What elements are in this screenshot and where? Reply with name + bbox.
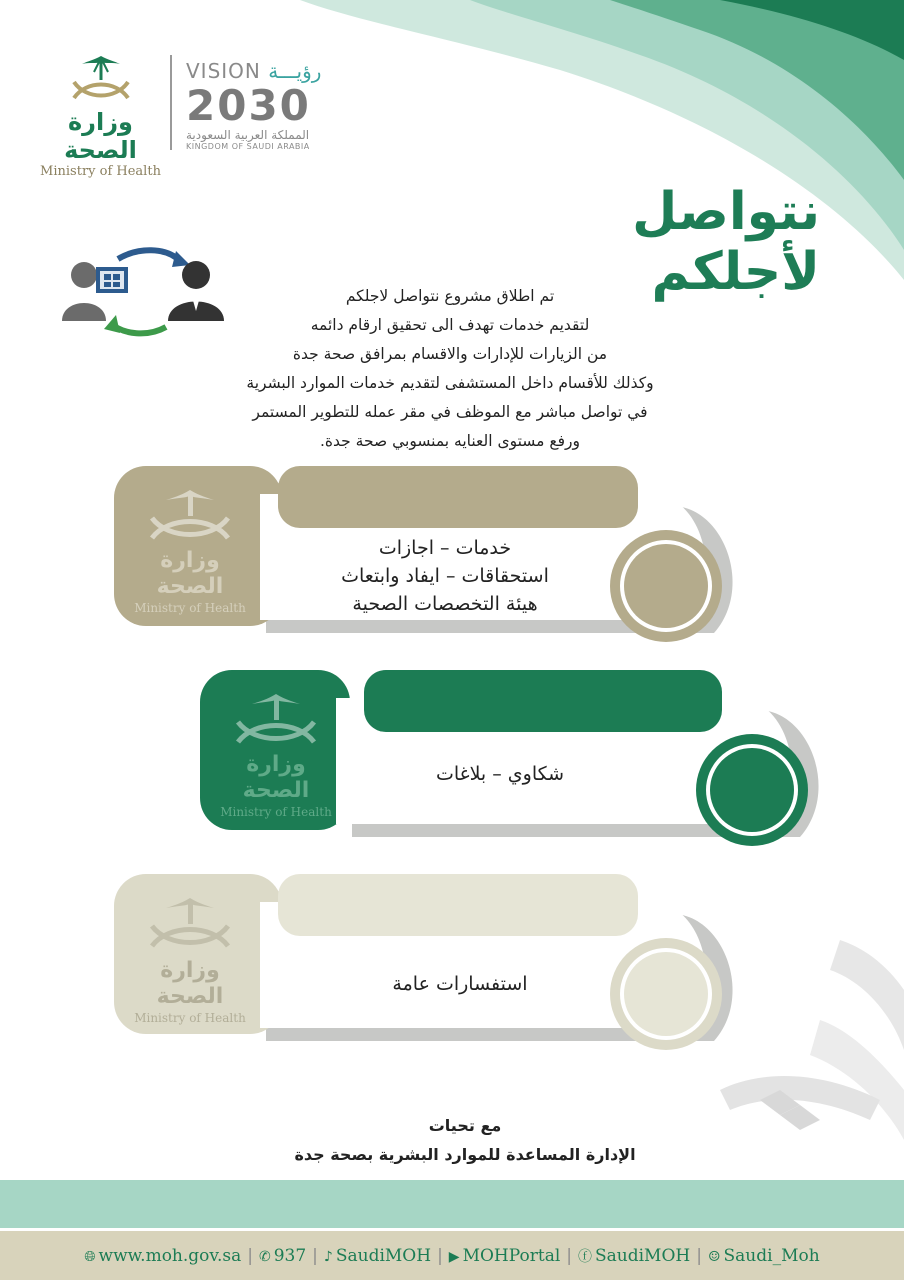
footer-signature <box>200 1112 730 1170</box>
contact-youtube[interactable]: ▶ MOHPortal <box>448 1245 561 1266</box>
contact-facebook[interactable]: ⓕ SaudiMOH <box>578 1245 691 1266</box>
kingdom-arabic: المملكة العربية السعودية <box>186 128 310 142</box>
intro-line: في تواصل مباشر مع الموظف في مقر عمله للتطوير المستمر <box>252 403 648 421</box>
card-3-text <box>300 970 620 998</box>
intro-line: من الزيارات للإدارات والاقسام بمرافق صحة جدة <box>292 345 608 363</box>
card-2-watermark-arabic: وزارة الصحة <box>242 752 310 803</box>
facebook-icon: ⓕ <box>578 1248 592 1265</box>
card-1-watermark-english: Ministry of Health <box>134 601 246 615</box>
card-1-line: هيئة التخصصات الصحية <box>352 593 538 615</box>
department-name: الإدارة المساعدة للموارد البشرية بصحة جدة <box>294 1145 636 1164</box>
contact-separator: | <box>437 1245 443 1266</box>
logo-divider <box>170 55 172 150</box>
globe-icon: 🌐︎ <box>84 1248 96 1265</box>
intro-paragraph <box>180 282 720 456</box>
moh-logo-english: Ministry of Health <box>40 164 161 179</box>
bottom-decorative-emblem <box>700 930 904 1180</box>
card-1-text <box>270 534 620 618</box>
vision-year: 2030 <box>186 81 311 130</box>
card-1-watermark <box>130 548 250 616</box>
card-3-watermark-arabic: وزارة الصحة <box>156 958 224 1009</box>
intro-line: لتقديم خدمات تهدف الى تحقيق ارقام دائمه <box>310 316 590 334</box>
greeting: مع تحيات <box>428 1116 502 1135</box>
contact-phone[interactable]: ✆ 937 <box>258 1245 307 1266</box>
snapchat-icon: ☺ <box>707 1248 721 1265</box>
footer-band-light <box>0 1180 904 1228</box>
contact-snapchat[interactable]: ☺ Saudi_Moh <box>707 1245 820 1266</box>
contact-separator: | <box>696 1245 702 1266</box>
card-1-watermark-arabic: وزارة الصحة <box>156 548 224 599</box>
moh-logo <box>38 52 163 179</box>
intro-line: ورفع مستوى العنايه بمنسوبي صحة جدة. <box>319 432 580 450</box>
intro-line: تم اطلاق مشروع نتواصل لاجلكم <box>345 287 555 305</box>
moh-logo-arabic: وزارة الصحة <box>64 108 137 164</box>
vision-arabic-label: رؤيـــة <box>268 59 322 83</box>
card-2-watermark-english: Ministry of Health <box>220 805 332 819</box>
youtube-icon: ▶ <box>448 1248 460 1265</box>
card-3-line: استفسارات عامة <box>392 973 528 995</box>
palm-swords-emblem-icon <box>56 52 146 104</box>
card-1-line: خدمات – اجازات <box>378 537 512 559</box>
card-2-line: شكاوي – بلاغات <box>435 763 565 785</box>
contacts-bar <box>0 1231 904 1280</box>
kingdom-english: KINGDOM OF SAUDI ARABIA <box>186 142 310 151</box>
contact-separator: | <box>566 1245 572 1266</box>
contact-website[interactable]: 🌐︎ www.moh.gov.sa <box>84 1245 242 1266</box>
card-3-watermark <box>130 958 250 1026</box>
card-1-line: استحقاقات – ايفاد وابتعاث <box>341 565 549 587</box>
page-headline: نتواصل لأجلكم <box>632 182 820 302</box>
card-2-text <box>360 760 640 788</box>
card-3-watermark-english: Ministry of Health <box>134 1011 246 1025</box>
phone-icon: ✆ <box>258 1248 271 1265</box>
contact-separator: | <box>247 1245 253 1266</box>
contact-twitter[interactable]: ♪ SaudiMOH <box>323 1245 432 1266</box>
vision-label: VISION <box>186 59 261 83</box>
contact-separator: | <box>312 1245 318 1266</box>
card-2-watermark <box>216 752 336 820</box>
twitter-icon: ♪ <box>323 1248 333 1265</box>
intro-line: وكذلك للأقسام داخل المستشفى لتقديم خدمات الموارد البشرية <box>246 374 654 392</box>
vision-2030-logo <box>186 58 336 158</box>
